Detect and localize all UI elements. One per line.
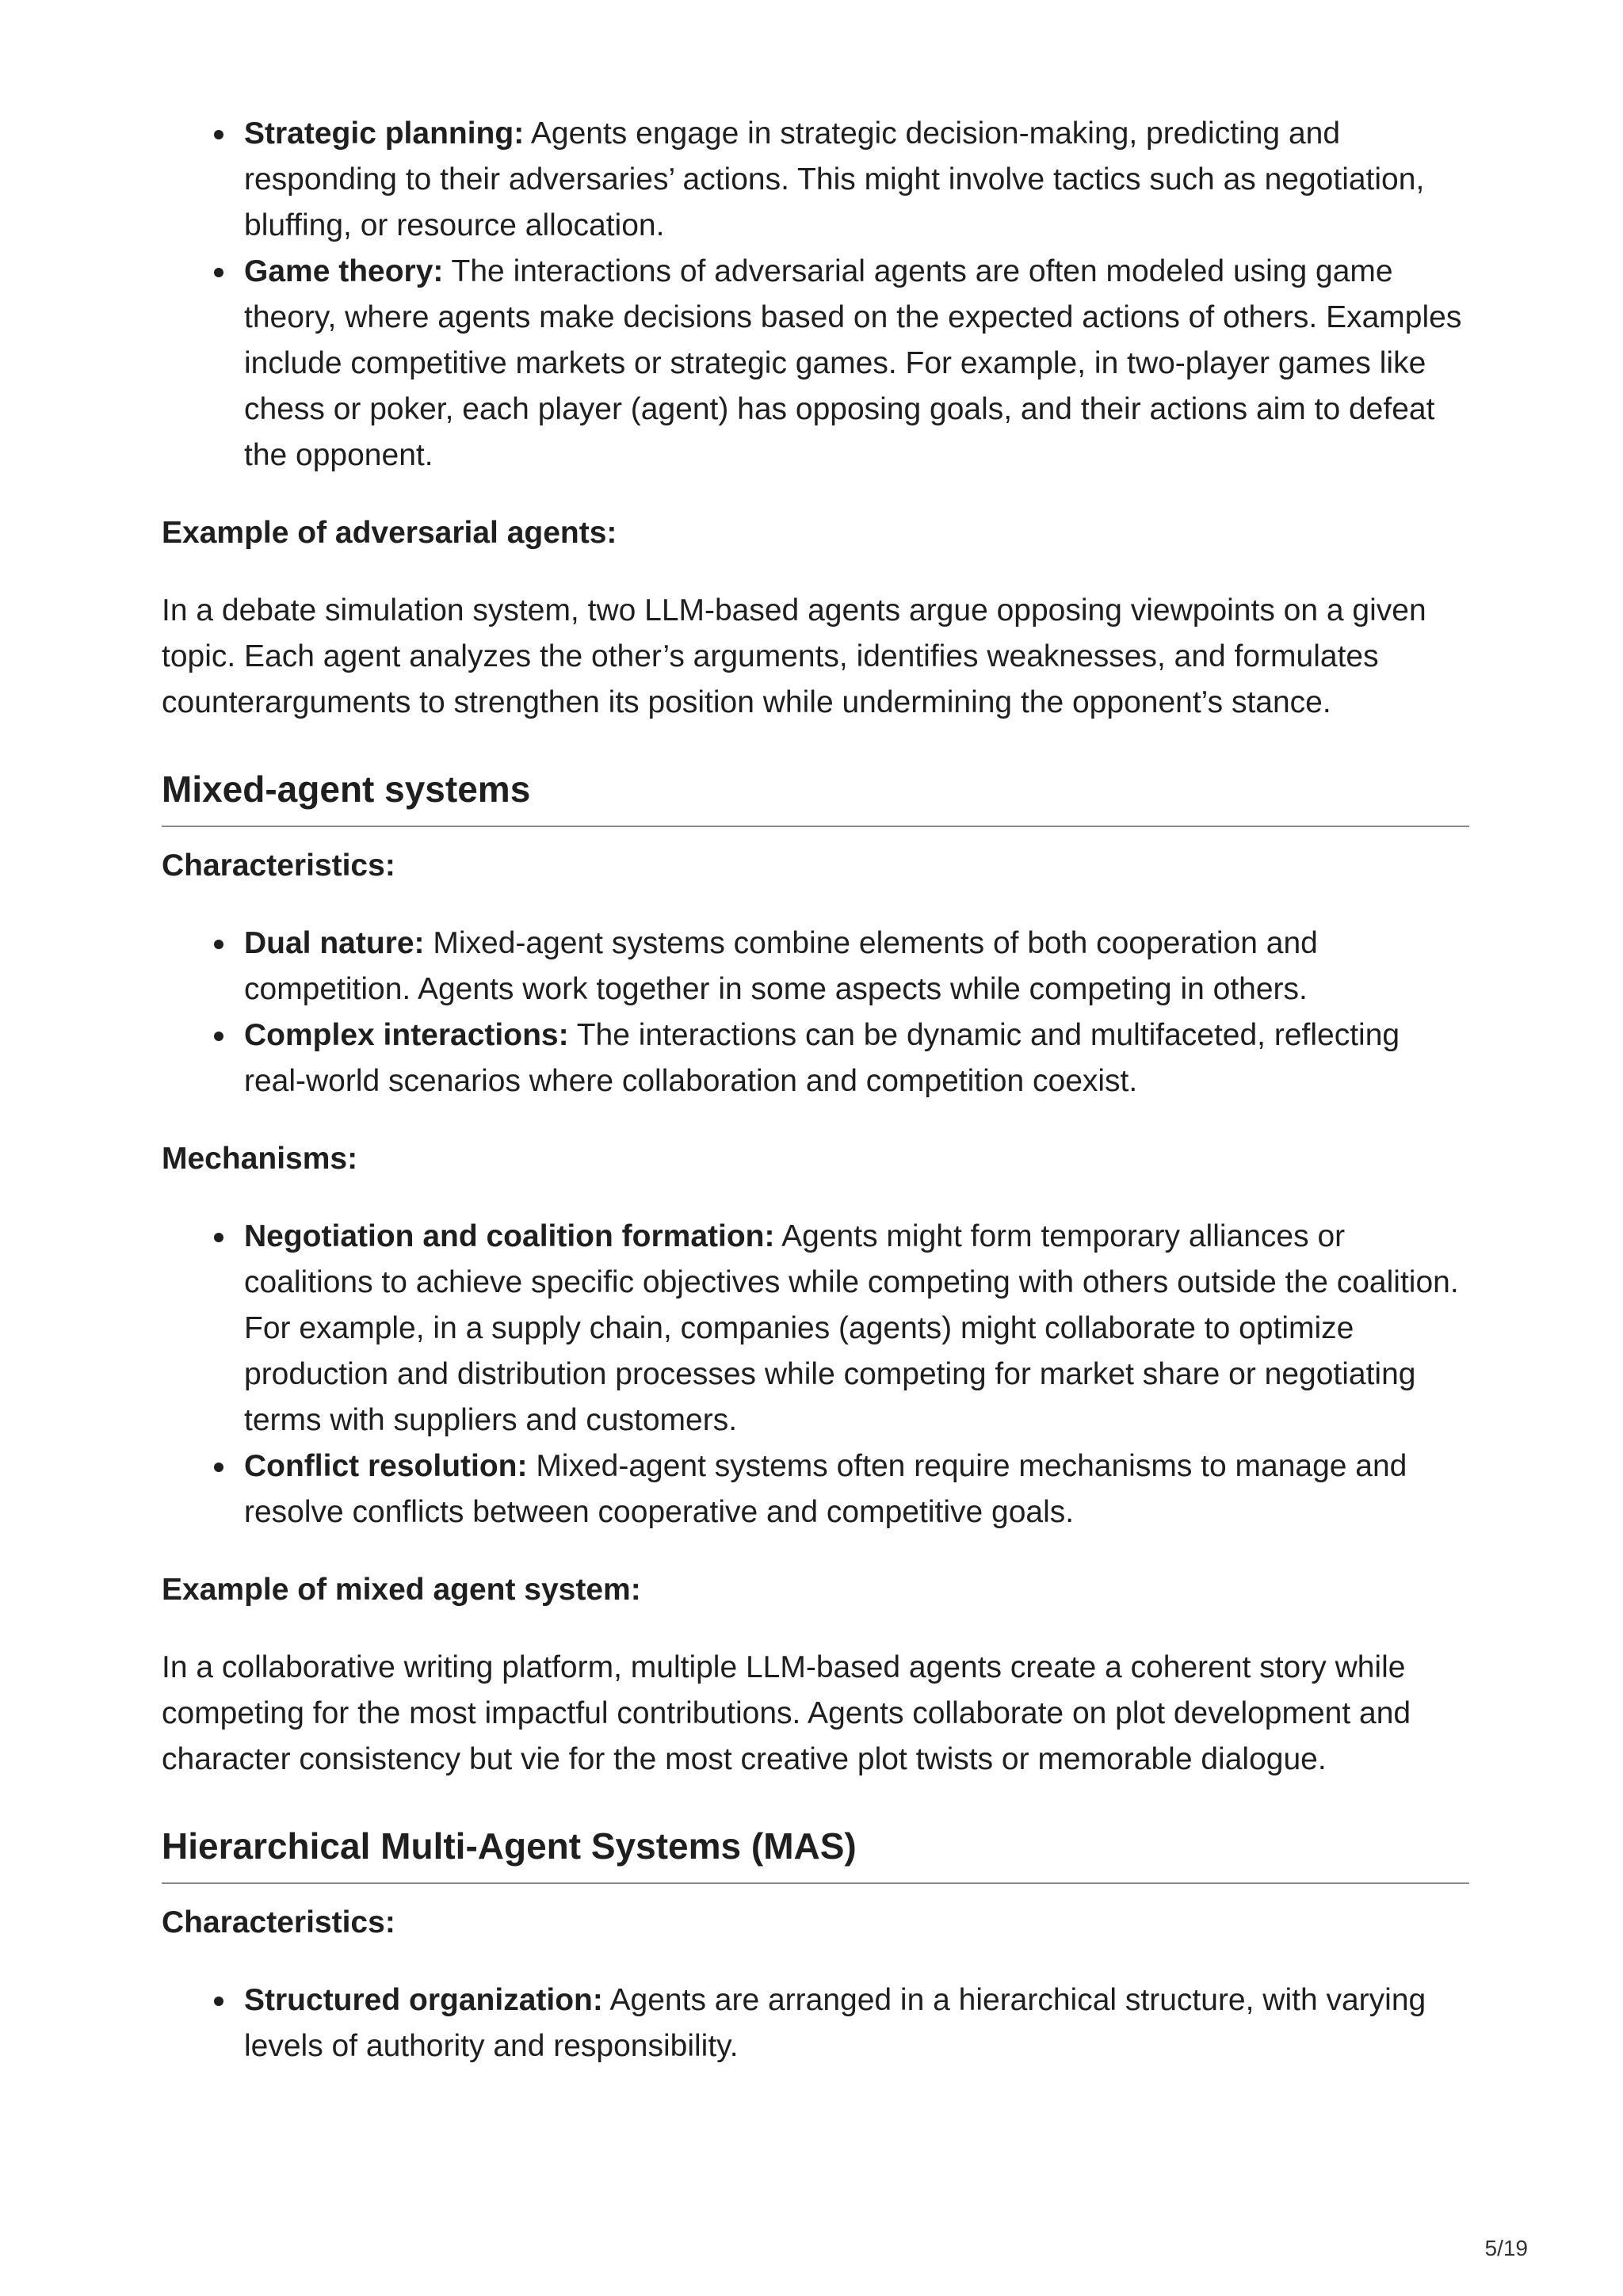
list-item-term: Negotiation and coalition formation: — [244, 1219, 775, 1253]
adversarial-example-heading: Example of adversarial agents: — [162, 516, 617, 550]
list-item-text: Agents might form temporary alliances or coalitions to achieve specific objectives while competing with others outside the coalition. For example, in a supply chain, companies (agents) might collaborate to optimize production and distribution processes while competing for market share or negotiating terms with suppliers and customers. — [244, 1219, 1459, 1437]
list-item — [244, 1444, 1469, 1535]
adversarial-mechanisms-list — [162, 111, 1469, 479]
list-item-term: Structured organization: — [244, 1983, 603, 2017]
list-item-term: Complex interactions: — [244, 1018, 569, 1052]
list-item — [244, 1214, 1469, 1444]
section-title-hierarchical-mas: Hierarchical Multi-Agent Systems (MAS) — [162, 1824, 1469, 1884]
mixed-example-paragraph: In a collaborative writing platform, multiple LLM-based agents create a coherent story while competing for the most impactful contributions. Agents collaborate on plot development and character consistency but vie for the most creative plot twists or memorable dialogue. — [162, 1650, 1411, 1776]
list-item-term: Conflict resolution: — [244, 1449, 528, 1483]
adversarial-example-paragraph: In a debate simulation system, two LLM-based agents argue opposing viewpoints on a given topic. Each agent analyzes the other’s arguments, identifies weaknesses, and formulates counterarguments to strengthen its position while undermining the opponent’s stance. — [162, 593, 1426, 719]
list-item-text: The interactions can be dynamic and multifaceted, reflecting real-world scenarios where collaboration and competition coexist. — [244, 1018, 1400, 1098]
list-item-text: Agents are arranged in a hierarchical structure, with varying levels of authority and responsibility. — [244, 1983, 1426, 2063]
hierarchical-characteristics-heading: Characteristics: — [162, 1905, 395, 1939]
list-item — [244, 921, 1469, 1013]
list-item — [244, 111, 1469, 249]
list-item — [244, 249, 1469, 479]
list-item-text: Agents engage in strategic decision-making, predicting and responding to their adversaries’ actions. This might involve tactics such as negotiation, bluffing, or resource allocation. — [244, 116, 1425, 242]
mixed-characteristics-list — [162, 921, 1469, 1104]
mixed-characteristics-heading: Characteristics: — [162, 849, 395, 883]
document-page — [162, 111, 1469, 2069]
mixed-example-heading: Example of mixed agent system: — [162, 1573, 641, 1607]
list-item-text: The interactions of adversarial agents are often modeled using game theory, where agents make decisions based on the expected actions of others. Examples include competitive markets or strategic games. For example, in two-player games like chess or poker, each player (agent) has opposing goals, and their actions aim to defeat the opponent. — [244, 254, 1462, 472]
list-item-term: Game theory: — [244, 254, 444, 288]
list-item-term: Strategic planning: — [244, 116, 525, 151]
list-item-text: Mixed-agent systems combine elements of both cooperation and competition. Agents work together in some aspects while competing in others. — [244, 926, 1318, 1006]
section-title-mixed-agent-systems: Mixed-agent systems — [162, 767, 1469, 827]
list-item — [244, 1978, 1469, 2069]
list-item-text: Mixed-agent systems often require mechanisms to manage and resolve conflicts between cooperative and competitive goals. — [244, 1449, 1407, 1529]
hierarchical-characteristics-list — [162, 1978, 1469, 2069]
mixed-mechanisms-heading: Mechanisms: — [162, 1142, 358, 1176]
page-number: 5/19 — [1484, 2236, 1528, 2260]
list-item — [244, 1013, 1469, 1104]
list-item-term: Dual nature: — [244, 926, 425, 960]
mixed-mechanisms-list — [162, 1214, 1469, 1535]
